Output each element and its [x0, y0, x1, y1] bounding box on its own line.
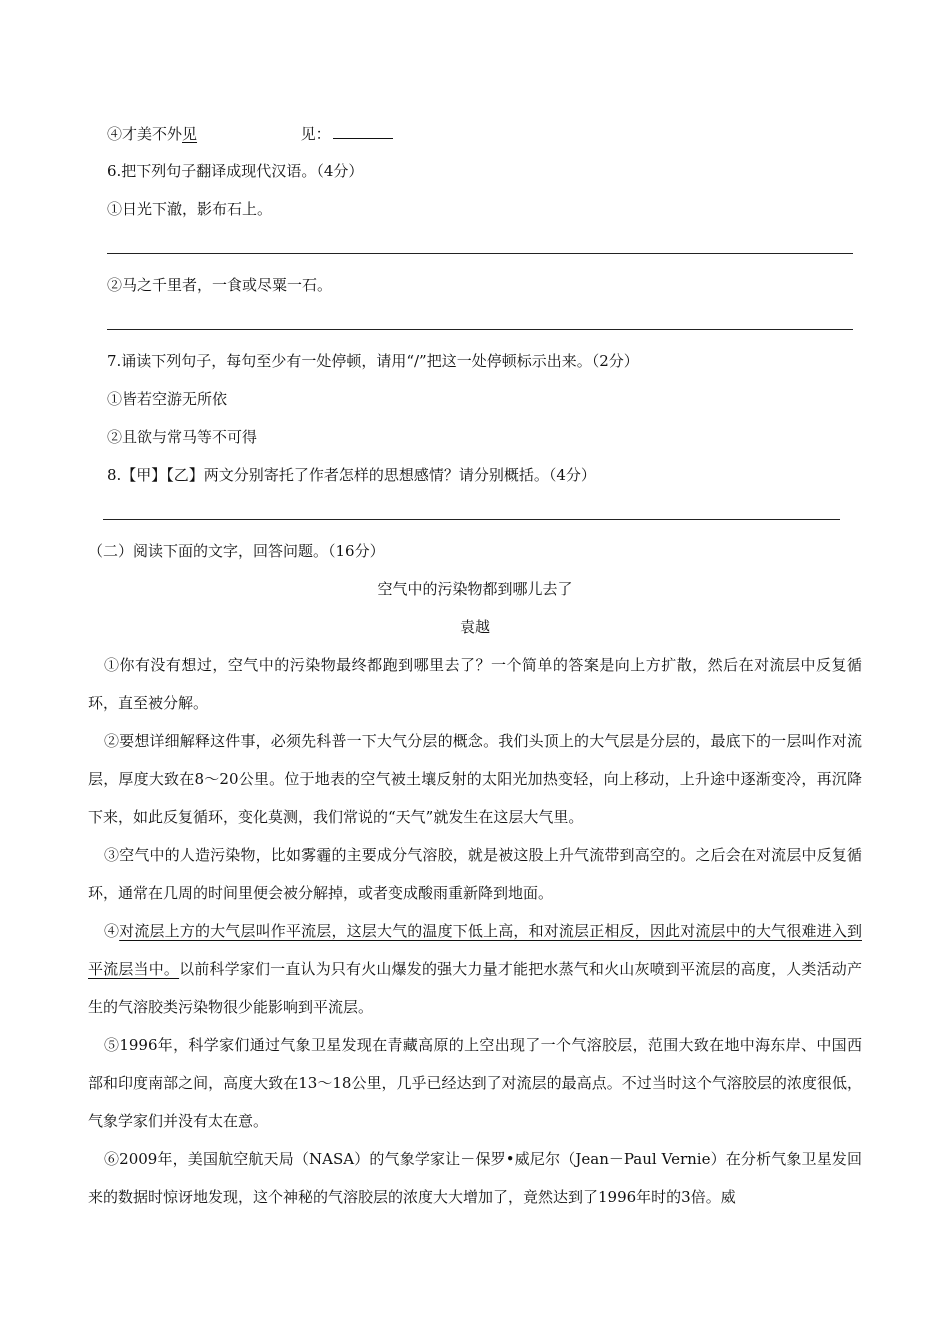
- q5-item4-underlined-char: 见: [182, 125, 198, 143]
- q7-item2: ②且欲与常马等不可得: [107, 428, 258, 446]
- q5-item4: [107, 123, 393, 144]
- paragraph-4-marker: ④: [104, 922, 120, 940]
- paragraph-6: ⑥2009年，美国航空航天局（NASA）的气象学家让－保罗•威尼尔（Jean－Paul Vernie）在分析气象卫星发回来的数据时惊讶地发现，这个神秘的气溶胶层的浓度大大增加了，竟然达到了1996年时的3倍。威: [88, 1150, 862, 1206]
- paragraph-1: ①你有没有想过，空气中的污染物最终都跑到哪里去了？一个简单的答案是向上方扩散，然后在对流层中反复循环，直至被分解。: [88, 656, 862, 712]
- section2-heading: （二）阅读下面的文字，回答问题。（16分）: [88, 542, 385, 560]
- q6-item1: ①日光下澈，影布石上。: [107, 200, 273, 218]
- paragraph-4: [88, 912, 862, 1026]
- q7-item1: ①皆若空游无所依: [107, 390, 228, 408]
- q6-item2: ②马之千里者，一食或尽粟一石。: [107, 276, 333, 294]
- q8-title: 8.【甲】【乙】两文分别寄托了作者怎样的思想感情？请分别概括。（4分）: [107, 466, 596, 484]
- paragraph-4-rest: 以前科学家们一直认为只有火山爆发的强大力量才能把水蒸气和火山灰喷到平流层的高度，人类活动产生的气溶胶类污染物很少能影响到平流层。: [88, 960, 862, 1016]
- q5-item4-answer-blank[interactable]: [333, 123, 393, 139]
- paragraph-3: ③空气中的人造污染物，比如雾霾的主要成分气溶胶，就是被这股上升气流带到高空的。之后会在对流层中反复循环，通常在几周的时间里便会被分解掉，或者变成酸雨重新降到地面。: [88, 846, 862, 902]
- paragraph-2: ②要想详细解释这件事，必须先科普一下大气分层的概念。我们头顶上的大气层是分层的，最底下的一层叫作对流层，厚度大致在8～20公里。位于地表的空气被土壤反射的太阳光加热变轻，向上移动，上升途中逐渐变冷，再沉降下来，如此反复循环，变化莫测，我们常说的“天气”就发生在这层大气里。: [88, 732, 862, 826]
- q8-answer-line[interactable]: [103, 519, 840, 520]
- q6-item2-answer-line[interactable]: [107, 329, 853, 330]
- paragraph-4-underlined-sentence: 对流层上方的大气层叫作平流层，这层大气的温度下低上高，和对流层正相反，因此对流层中的大气很难进入到平流层当中。: [88, 922, 862, 978]
- q5-item4-prefix: ④才美不外: [107, 125, 183, 143]
- q6-title: 6.把下列句子翻译成现代汉语。（4分）: [107, 162, 364, 180]
- q6-item1-answer-line[interactable]: [107, 253, 853, 254]
- article-author: 袁越: [459, 618, 490, 636]
- q7-title: 7.诵读下列句子，每句至少有一处停顿，请用“/”把这一处停顿标示出来。（2分）: [107, 352, 639, 370]
- paragraph-5: ⑤1996年，科学家们通过气象卫星发现在青藏高原的上空出现了一个气溶胶层，范围大致在地中海东岸、中国西部和印度南部之间，高度大致在13～18公里，几乎已经达到了对流层的最高点。不过当时这个气溶胶层的浓度很低，气象学家们并没有太在意。: [88, 1036, 862, 1130]
- article-title: 空气中的污染物都到哪儿去了: [377, 580, 573, 598]
- q5-item4-gloss-label: 见：: [300, 125, 331, 143]
